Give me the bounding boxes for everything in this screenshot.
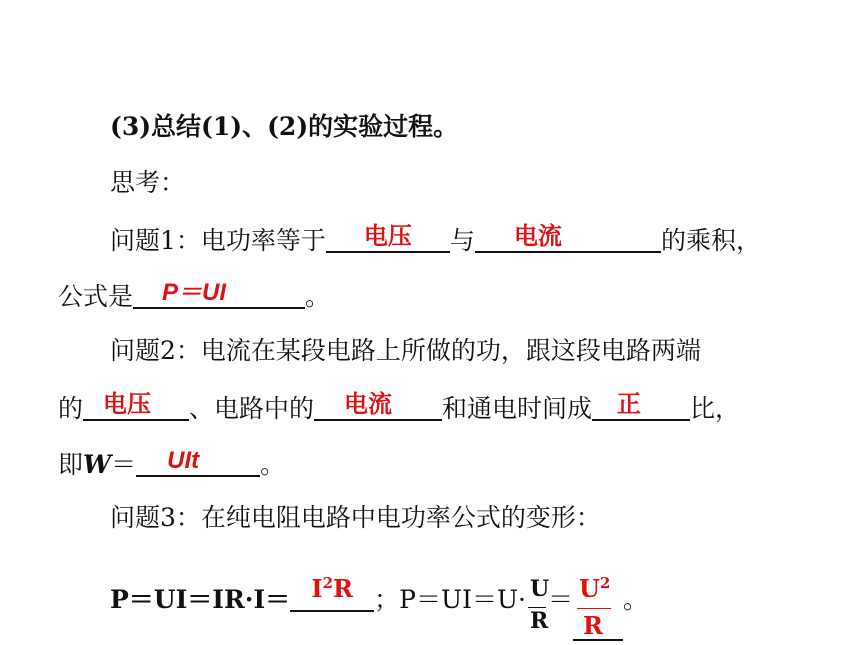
q3-answer-u2-over-r — [573, 576, 623, 644]
q2-blank-work — [136, 449, 260, 477]
q3-answer-den: R — [582, 611, 603, 640]
q1-mid: 与 — [449, 226, 475, 255]
question-3-formula — [110, 576, 648, 644]
q3-sep: ；P＝UI＝U· — [374, 585, 526, 614]
thinking-heading: 思考： — [110, 168, 186, 197]
q2-answer-work: UIt — [167, 447, 200, 474]
q2-answer-current: 电流 — [344, 391, 393, 418]
q3-answer-num-base: U — [578, 574, 600, 603]
q2-p5: 即 — [58, 450, 84, 479]
q1-formula-prefix: 公式是 — [58, 282, 134, 311]
q2-blank-current — [314, 393, 442, 421]
q3-answer-i-base: I — [311, 574, 323, 603]
q3-answer-r: R — [333, 574, 353, 603]
q3-frac-denominator: R — [529, 608, 549, 634]
q3-answer-num-sup: 2 — [599, 574, 611, 592]
q2-p3: 和通电时间成 — [442, 394, 593, 423]
q3-formula-left: P＝UI＝IR·I＝ — [110, 585, 291, 614]
q2-answer-voltage: 电压 — [103, 391, 152, 418]
q3-answer-num — [579, 576, 610, 601]
q2-p6: 。 — [260, 450, 286, 479]
q3-frac-numerator: U — [529, 576, 550, 602]
q3-end: 。 — [622, 585, 648, 614]
q1-prefix: 问题1：电功率等于 — [110, 226, 326, 255]
q1-answer-current: 电流 — [513, 223, 562, 250]
q1-blank-formula — [133, 281, 305, 309]
q1-answer-formula: P＝UI — [162, 279, 227, 306]
q3-answer-i2r — [290, 576, 374, 601]
question-2-line-3 — [58, 449, 285, 477]
question-2-line-2 — [58, 393, 740, 421]
q1-answer-voltage: 电压 — [363, 223, 412, 250]
q3-answer-underline — [573, 639, 623, 641]
question-1-line-1 — [110, 225, 761, 253]
q3-eq: ＝ — [547, 585, 573, 614]
q1-blank-current — [475, 225, 661, 253]
question-2-line-1: 问题2：电流在某段电路上所做的功，跟这段电路两端 — [110, 336, 701, 365]
q2-blank-voltage — [83, 393, 189, 421]
q2-p2: 、电路中的 — [189, 394, 315, 423]
q1-formula-suffix: 。 — [305, 282, 331, 311]
q2-blank-proportional — [592, 393, 690, 421]
question-1-line-2 — [58, 281, 330, 309]
q3-answer-i-sup: 2 — [322, 574, 334, 592]
question-3-text: 问题3：在纯电阻电路中电功率公式的变形： — [110, 503, 601, 532]
q3-u-over-r — [528, 576, 550, 638]
q2-p4: 比， — [690, 394, 741, 423]
q3-blank-i2r — [290, 574, 374, 612]
step-3-text: (3)总结(1)、(2)的实验过程。 — [110, 112, 459, 141]
q3-answer-bar — [577, 608, 611, 609]
q2-eq: ＝ — [111, 450, 137, 479]
q2-answer-proportional: 正 — [617, 391, 642, 418]
q1-blank-voltage — [326, 225, 450, 253]
q2-w-symbol: W — [83, 450, 112, 479]
q2-p1: 的 — [58, 394, 84, 423]
q1-suffix: 的乘积， — [660, 226, 761, 255]
